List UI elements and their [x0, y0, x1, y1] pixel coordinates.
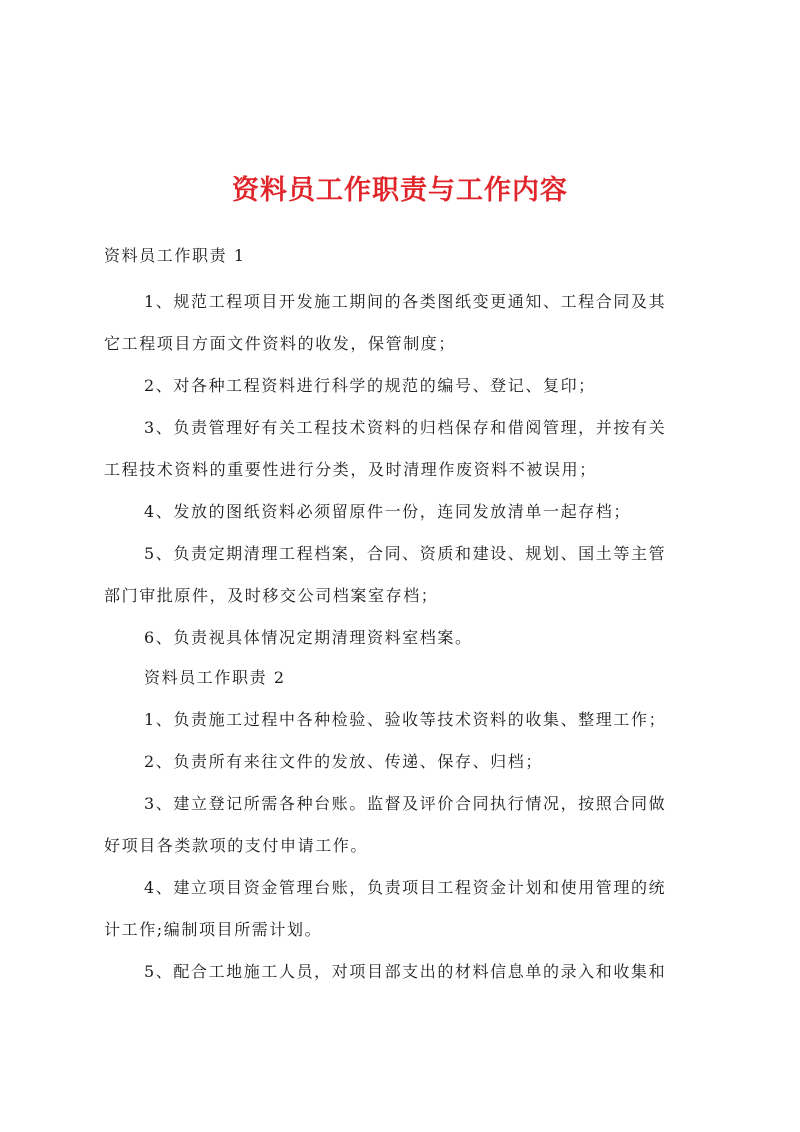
- paragraph-line: 2、对各种工程资料进行科学的规范的编号、登记、复印；: [144, 376, 596, 395]
- paragraph-line: 4、发放的图纸资料必须留原件一份，连同发放清单一起存档；: [144, 502, 631, 521]
- paragraph-line: 4、建立项目资金管理台账，负责项目工程资金计划和使用管理的统: [144, 878, 667, 897]
- paragraph-line: 好项目各类款项的支付申请工作。: [104, 836, 369, 855]
- section1-heading: 资料员工作职责 1: [104, 246, 246, 265]
- paragraph-line: 6、负责视具体情况定期清理资料室档案。: [144, 628, 473, 647]
- paragraph-line: 5、负责定期清理工程档案，合同、资质和建设、规划、国土等主管: [144, 544, 667, 563]
- paragraph-line: 部门审批原件，及时移交公司档案室存档；: [104, 586, 439, 605]
- paragraph-line: 1、负责施工过程中各种检验、验收等技术资料的收集、整理工作；: [144, 710, 667, 729]
- paragraph-line: 3、建立登记所需各种台账。监督及评价合同执行情况，按照合同做: [144, 794, 667, 813]
- paragraph-line: 它工程项目方面文件资料的收发，保管制度；: [104, 334, 457, 353]
- section2-heading: 资料员工作职责 2: [144, 668, 286, 687]
- paragraph-line: 1、规范工程项目开发施工期间的各类图纸变更通知、工程合同及其: [144, 292, 667, 311]
- paragraph-line: 计工作;编制项目所需计划。: [104, 920, 323, 939]
- document-title: 资料员工作职责与工作内容: [232, 175, 568, 206]
- paragraph-line: 工程技术资料的重要性进行分类，及时清理作废资料不被误用；: [104, 460, 597, 479]
- paragraph-line: 2、负责所有来往文件的发放、传递、保存、归档；: [144, 752, 543, 771]
- paragraph-line: 3、负责管理好有关工程技术资料的归档保存和借阅管理，并按有关: [144, 418, 667, 437]
- paragraph-line: 5、配合工地施工人员，对项目部支出的材料信息单的录入和收集和: [144, 962, 667, 981]
